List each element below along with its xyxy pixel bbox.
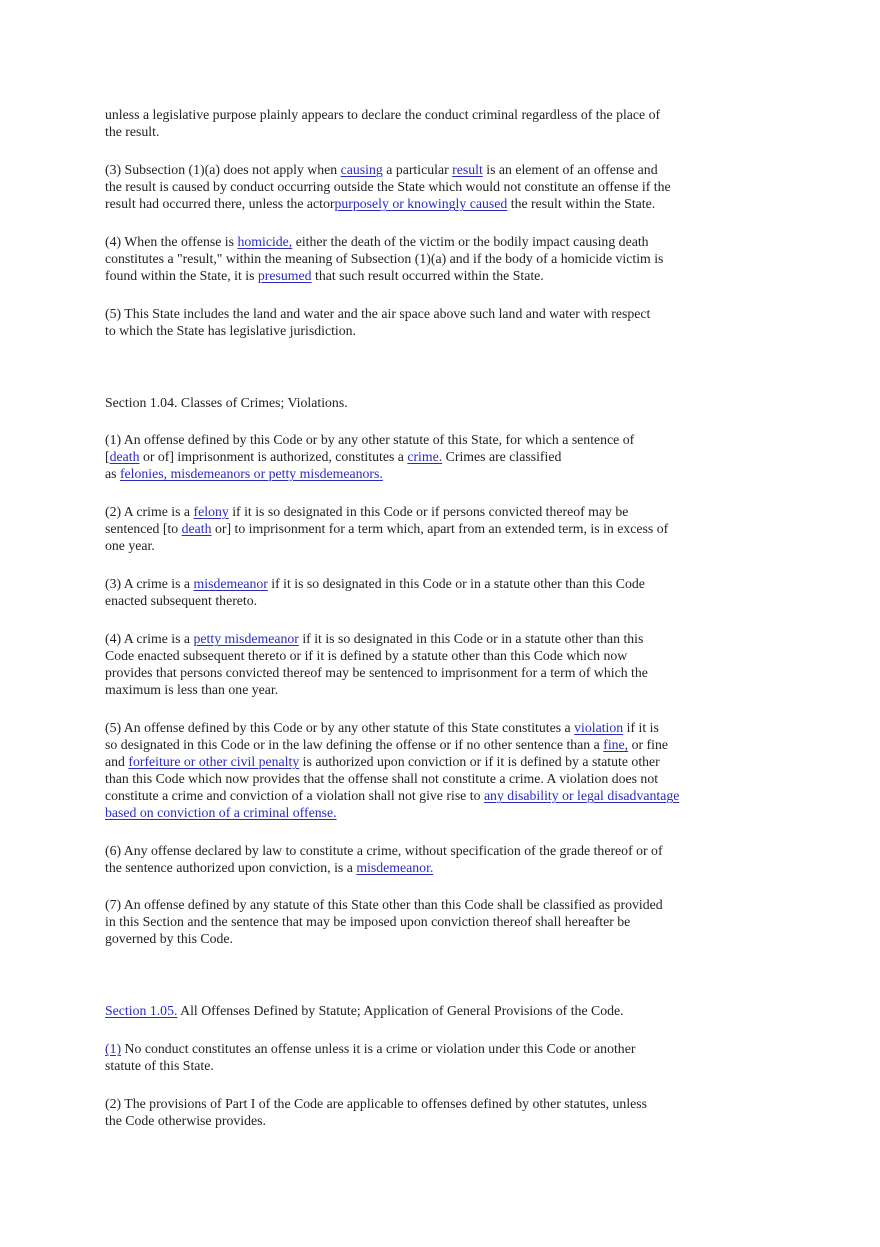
section-1-05-title: All Offenses Defined by Statute; Application of General Provisions of the Code. bbox=[177, 1003, 624, 1018]
text-run: sentenced [to bbox=[105, 521, 182, 536]
text-line: constitutes a "result," within the meaning of Subsection (1)(a) and if the body of a homicide victim is bbox=[105, 251, 664, 266]
text-run: if it is so designated in this Code or if persons convicted thereof may be bbox=[228, 504, 629, 519]
intro-paragraph bbox=[105, 106, 725, 140]
section-1-04-paragraph-6 bbox=[105, 842, 725, 876]
section-1-05-paragraph-1 bbox=[105, 1040, 725, 1074]
text-line: (5) This State includes the land and water and the air space above such land and water with respect bbox=[105, 306, 651, 321]
text-line bbox=[105, 195, 725, 212]
link-violation[interactable]: violation bbox=[574, 720, 624, 735]
text-line: the Code otherwise provides. bbox=[105, 1113, 266, 1128]
text-run: and bbox=[105, 754, 129, 769]
link-result[interactable]: result bbox=[452, 162, 483, 177]
section-1-04-paragraph-5 bbox=[105, 719, 725, 821]
text-line: governed by this Code. bbox=[105, 931, 233, 946]
text-run: if it is bbox=[623, 720, 659, 735]
section-1-04-paragraph-3 bbox=[105, 575, 725, 609]
link-disability-or-legal-disadvantage[interactable]: any disability or legal disadvantage bbox=[483, 788, 680, 803]
text-line bbox=[105, 753, 725, 770]
text-line bbox=[105, 630, 725, 647]
text-run: the sentence authorized upon conviction, is a bbox=[105, 860, 357, 875]
link-purposely-or-knowingly-caused[interactable]: purposely or knowingly caused bbox=[334, 196, 508, 211]
link-misdemeanor[interactable]: misdemeanor. bbox=[356, 860, 434, 875]
text-line: provides that persons convicted thereof may be sentenced to imprisonment for a term of which the bbox=[105, 665, 648, 680]
text-line bbox=[105, 233, 725, 250]
link-petty-misdemeanor[interactable]: petty misdemeanor bbox=[193, 631, 299, 646]
text-run: a particular bbox=[382, 162, 453, 177]
section-1-04-paragraph-7 bbox=[105, 896, 725, 947]
text-line: unless a legislative purpose plainly appears to declare the conduct criminal regardless of the place of bbox=[105, 107, 661, 122]
text-run: constitute a crime and conviction of a violation shall not give rise to bbox=[105, 788, 484, 803]
link-causing[interactable]: causing bbox=[340, 162, 383, 177]
text-line: statute of this State. bbox=[105, 1058, 214, 1073]
text-run: No conduct constitutes an offense unless it is a crime or violation under this Code or another bbox=[121, 1041, 636, 1056]
text-line: (1) An offense defined by this Code or by any other statute of this State, for which a sentence of bbox=[105, 432, 635, 447]
text-line bbox=[105, 859, 725, 876]
text-line bbox=[105, 267, 725, 284]
text-line bbox=[105, 161, 725, 178]
text-line bbox=[105, 503, 725, 520]
text-line bbox=[105, 736, 725, 753]
text-run: is authorized upon conviction or if it is defined by a statute other bbox=[299, 754, 660, 769]
text-run: (5) An offense defined by this Code or by any other statute of this State constitutes a bbox=[105, 720, 575, 735]
text-run: as bbox=[105, 466, 120, 481]
text-line: (6) Any offense declared by law to constitute a crime, without specification of the grade thereof or of bbox=[105, 843, 663, 858]
text-line: (2) The provisions of Part I of the Code are applicable to offenses defined by other statutes, unless bbox=[105, 1096, 648, 1111]
text-run: [ bbox=[105, 449, 110, 464]
section-1-05-paragraph-2 bbox=[105, 1095, 725, 1129]
section-1-04-paragraph-2 bbox=[105, 503, 725, 554]
text-run: (3) A crime is a bbox=[105, 576, 194, 591]
text-run: (4) A crime is a bbox=[105, 631, 194, 646]
text-line: maximum is less than one year. bbox=[105, 682, 279, 697]
link-death[interactable]: death bbox=[181, 521, 212, 536]
text-line: enacted subsequent thereto. bbox=[105, 593, 258, 608]
text-run: result had occurred there, unless the actor bbox=[105, 196, 335, 211]
text-line: one year. bbox=[105, 538, 155, 553]
text-run: found within the State, it is bbox=[105, 268, 258, 283]
paragraph-subsection-4 bbox=[105, 233, 725, 284]
text-run: or fine bbox=[628, 737, 668, 752]
text-run: that such result occurred within the State. bbox=[311, 268, 544, 283]
text-line bbox=[105, 448, 725, 465]
text-run: either the death of the victim or the bodily impact causing death bbox=[292, 234, 649, 249]
section-1-04-paragraph-1 bbox=[105, 431, 725, 482]
text-line bbox=[105, 520, 725, 537]
paragraph-subsection-3 bbox=[105, 161, 725, 212]
link-conviction-of-criminal-offense[interactable]: based on conviction of a criminal offense. bbox=[105, 805, 337, 820]
text-line: to which the State has legislative jurisdiction. bbox=[105, 323, 356, 338]
link-felonies-misdemeanors[interactable]: felonies, misdemeanors or petty misdemeanors. bbox=[119, 466, 383, 481]
text-run: (4) When the offense is bbox=[105, 234, 238, 249]
text-run: or] to imprisonment for a term which, apart from an extended term, is in excess of bbox=[211, 521, 669, 536]
text-line: the result is caused by conduct occurring outside the State which would not constitute an offense if the bbox=[105, 179, 671, 194]
link-fine[interactable]: fine, bbox=[603, 737, 629, 752]
section-1-04-heading: Section 1.04. Classes of Crimes; Violations. bbox=[105, 395, 348, 410]
text-run: if it is so designated in this Code or in a statute other than this bbox=[298, 631, 644, 646]
link-misdemeanor[interactable]: misdemeanor bbox=[193, 576, 268, 591]
text-run: if it is so designated in this Code or in a statute other than this Code bbox=[267, 576, 645, 591]
link-section-1-05[interactable]: Section 1.05. bbox=[105, 1003, 178, 1018]
text-run: the result within the State. bbox=[507, 196, 656, 211]
section-1-04-paragraph-4 bbox=[105, 630, 725, 698]
text-run: so designated in this Code or in the law defining the offense or if no other sentence than a bbox=[105, 737, 604, 752]
text-line: than this Code which now provides that the offense shall not constitute a crime. A violation does not bbox=[105, 771, 659, 786]
link-forfeiture-or-civil-penalty[interactable]: forfeiture or other civil penalty bbox=[128, 754, 300, 769]
text-run: (2) A crime is a bbox=[105, 504, 194, 519]
section-1-05-heading bbox=[105, 1002, 624, 1019]
text-run: is an element of an offense and bbox=[482, 162, 658, 177]
text-line bbox=[105, 787, 725, 804]
text-line bbox=[105, 465, 725, 482]
text-run: or of] imprisonment is authorized, constitutes a bbox=[139, 449, 408, 464]
text-line bbox=[105, 1040, 725, 1057]
link-subsection-1[interactable]: (1) bbox=[105, 1041, 122, 1056]
text-line: (7) An offense defined by any statute of this State other than this Code shall be classified as provided bbox=[105, 897, 663, 912]
link-crime[interactable]: crime. bbox=[407, 449, 443, 464]
paragraph-subsection-5 bbox=[105, 305, 725, 339]
link-felony[interactable]: felony bbox=[193, 504, 229, 519]
text-run: Crimes are classified bbox=[442, 449, 562, 464]
link-homicide[interactable]: homicide, bbox=[237, 234, 293, 249]
text-line: the result. bbox=[105, 124, 160, 139]
text-run: (3) Subsection (1)(a) does not apply when bbox=[105, 162, 341, 177]
text-line: in this Section and the sentence that may be imposed upon conviction thereof shall hereafter be bbox=[105, 914, 631, 929]
link-death[interactable]: death bbox=[109, 449, 140, 464]
text-line bbox=[105, 575, 725, 592]
text-line bbox=[105, 804, 725, 821]
text-line bbox=[105, 719, 725, 736]
text-line: Code enacted subsequent thereto or if it is defined by a statute other than this Code which now bbox=[105, 648, 628, 663]
link-presumed[interactable]: presumed bbox=[257, 268, 312, 283]
